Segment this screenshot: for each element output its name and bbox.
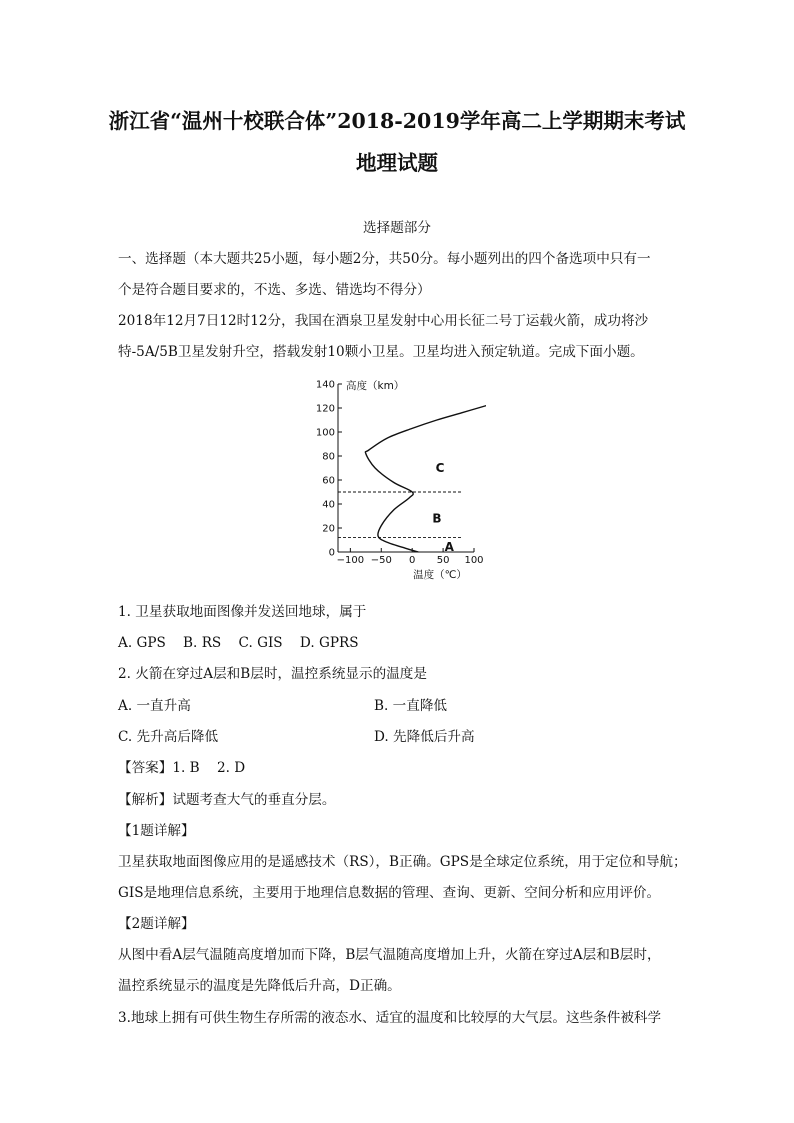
question-2: 2. 火箭在穿过A层和B层时，温控系统显示的温度是 (118, 666, 427, 682)
question-1: 1. 卫星获取地面图像并发送回地球，属于 (118, 604, 367, 620)
answer-line: 【答案】1. B 2. D (118, 760, 246, 776)
section-heading: 选择题部分 (363, 220, 431, 236)
y-axis-label: 高度（km） (346, 380, 405, 392)
y-tick-label: 0 (328, 547, 335, 559)
layer-label-c: C (435, 461, 445, 475)
x-tick-label: −50 (370, 555, 392, 566)
detail-2-line-1: 从图中看A层气温随高度增加而下降，B层气温随高度增加上升，火箭在穿过A层和B层时， (118, 947, 661, 963)
detail-2-heading: 【2题详解】 (118, 916, 195, 932)
question-2-option-a: A. 一直升高 (118, 698, 191, 714)
temperature-curve (365, 406, 486, 555)
detail-1-line-1: 卫星获取地面图像应用的是遥感技术（RS），B正确。GPS是全球定位系统，用于定位和导航； (118, 854, 687, 870)
stem-line-1: 2018年12月7日12时12分，我国在酒泉卫星发射中心用长征二号丁运载火箭，成功将沙 (118, 313, 649, 329)
atmosphere-figure (316, 376, 486, 586)
atmosphere-chart (316, 376, 486, 586)
x-tick-label: 0 (408, 555, 416, 566)
y-tick-label: 40 (322, 499, 335, 511)
question-2-option-d: D. 先降低后升高 (374, 729, 475, 745)
x-tick-label: 100 (464, 555, 484, 566)
y-tick-label: 140 (316, 379, 335, 391)
question-1-options: A. GPS B. RS C. GIS D. GPRS (118, 635, 359, 651)
question-3-line-1: 3.地球上拥有可供生物生存所需的液态水、适宜的温度和比较厚的大气层。这些条件被科学 (118, 1010, 662, 1026)
y-tick-label: 120 (316, 403, 335, 415)
detail-2-line-2: 温控系统显示的温度是先降低后升高，D正确。 (118, 978, 401, 994)
detail-1-line-2: GIS是地理信息系统，主要用于地理信息数据的管理、查询、更新、空间分析和应用评价。 (118, 885, 661, 901)
question-2-option-c: C. 先升高后降低 (118, 729, 219, 745)
y-tick-label: 60 (322, 475, 335, 487)
y-tick-label: 80 (322, 451, 335, 463)
instruction-line-1: 一、选择题（本大题共25小题，每小题2分，共50分。每小题列出的四个备选项中只有一 (118, 251, 651, 267)
layer-label-a: A (444, 540, 454, 555)
y-tick-label: 100 (316, 427, 335, 439)
exam-title: 浙江省“温州十校联合体”2018-2019学年高二上学期期末考试 (108, 109, 686, 133)
instruction-line-2: 个是符合题目要求的，不选、多选、错选均不得分） (118, 282, 431, 298)
detail-1-heading: 【1题详解】 (118, 823, 195, 839)
y-tick-label: 20 (322, 523, 335, 535)
x-tick-label: −100 (336, 555, 365, 566)
x-tick-label: 50 (436, 555, 450, 566)
stem-line-2: 特-5A/5B卫星发射升空，搭载发射10颗小卫星。卫星均进入预定轨道。完成下面小题。 (118, 344, 644, 360)
question-2-option-b: B. 一直降低 (374, 698, 448, 714)
exam-subtitle: 地理试题 (356, 151, 438, 175)
x-axis-label: 温度（℃） (413, 569, 467, 581)
layer-label-b: B (432, 511, 442, 526)
analysis-line: 【解析】试题考查大气的垂直分层。 (118, 792, 336, 808)
